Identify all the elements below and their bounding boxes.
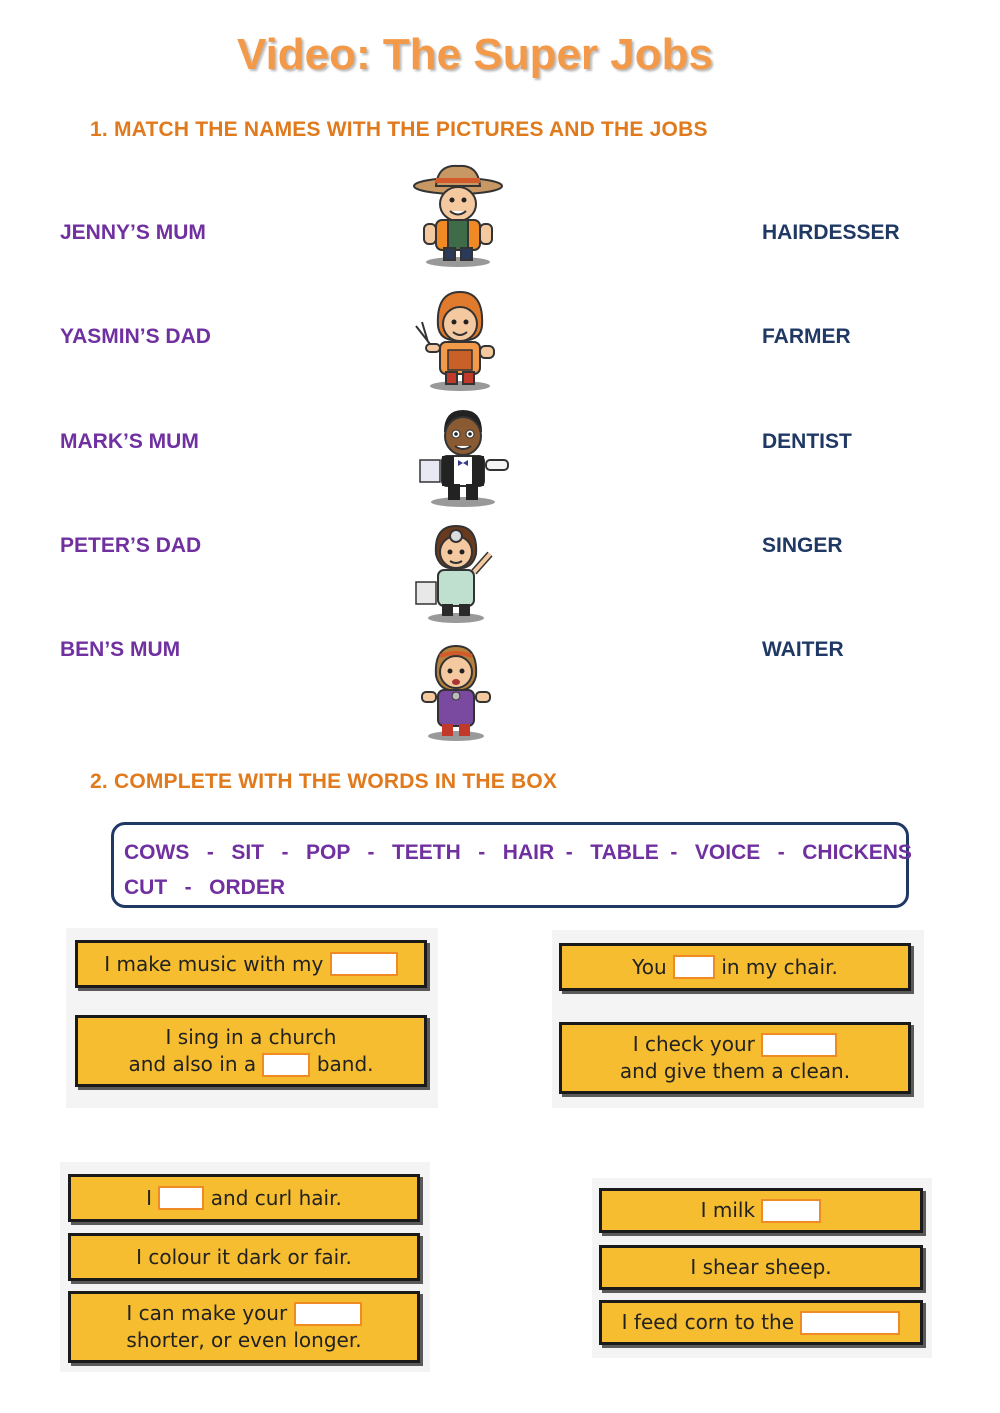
card-text: shorter, or even longer.	[126, 1328, 362, 1352]
card-milk	[599, 1188, 923, 1233]
card-text: and give them a clean.	[619, 1059, 851, 1083]
name-marks-mum[interactable]: MARK’S MUM	[60, 430, 199, 453]
card-hair	[68, 1291, 420, 1363]
blank-input[interactable]	[294, 1302, 362, 1326]
card-text: and also in a	[128, 1052, 263, 1076]
job-hairdresser[interactable]: HAIRDESSER	[762, 221, 900, 244]
card-text: band.	[310, 1052, 374, 1076]
card-text: You	[632, 954, 673, 979]
blank-input[interactable]	[761, 1033, 837, 1057]
card-text: I feed corn to the	[621, 1310, 801, 1334]
hairdresser-icon[interactable]	[410, 286, 510, 392]
job-dentist[interactable]: DENTIST	[762, 430, 852, 453]
word-box-line-2: CUT - ORDER	[124, 876, 285, 899]
section-2-heading: 2. COMPLETE WITH THE WORDS IN THE BOX	[90, 770, 558, 793]
singer-icon[interactable]	[408, 640, 504, 742]
card-pop	[75, 1015, 427, 1087]
name-jennys-mum[interactable]: JENNY’S MUM	[60, 221, 206, 244]
section-1-heading: 1. MATCH THE NAMES WITH THE PICTURES AND THE JOBS	[90, 118, 708, 141]
card-text: I	[146, 1185, 159, 1210]
card-teeth	[559, 1022, 911, 1094]
blank-input[interactable]	[761, 1199, 821, 1223]
blank-input[interactable]	[673, 955, 715, 979]
word-box	[111, 822, 912, 908]
blank-input[interactable]	[330, 952, 398, 976]
card-text: in my chair.	[714, 954, 838, 979]
card-text: I check your	[632, 1032, 762, 1056]
blank-input[interactable]	[800, 1311, 900, 1335]
dentist-icon[interactable]	[406, 518, 506, 624]
card-text: I shear sheep.	[690, 1255, 832, 1279]
card-voice	[75, 940, 427, 988]
card-text: I sing in a church	[165, 1025, 337, 1049]
farmer-icon[interactable]	[408, 162, 508, 268]
job-waiter[interactable]: WAITER	[762, 638, 844, 661]
page-title: Video: The Super Jobs	[237, 30, 713, 79]
job-farmer[interactable]: FARMER	[762, 325, 851, 348]
blank-input[interactable]	[158, 1186, 204, 1210]
card-sit	[559, 943, 911, 991]
card-text: I colour it dark or fair.	[136, 1244, 352, 1269]
blank-input[interactable]	[262, 1053, 310, 1077]
card-text: and curl hair.	[204, 1185, 342, 1210]
card-colour	[68, 1233, 420, 1281]
name-bens-mum[interactable]: BEN’S MUM	[60, 638, 181, 661]
name-yasmins-dad[interactable]: YASMIN’S DAD	[60, 325, 211, 348]
card-cut	[68, 1174, 420, 1222]
card-shear	[599, 1245, 923, 1290]
card-text: I make music with my	[104, 951, 330, 976]
job-singer[interactable]: SINGER	[762, 534, 843, 557]
word-box-line-1: COWS - SIT - POP - TEETH - HAIR - TABLE - VOICE - CHICKENS	[124, 841, 912, 864]
card-text: I milk	[700, 1198, 762, 1222]
card-text: I can make your	[126, 1301, 294, 1325]
waiter-icon[interactable]	[408, 404, 518, 508]
name-peters-dad[interactable]: PETER’S DAD	[60, 534, 202, 557]
card-feed	[599, 1300, 923, 1345]
